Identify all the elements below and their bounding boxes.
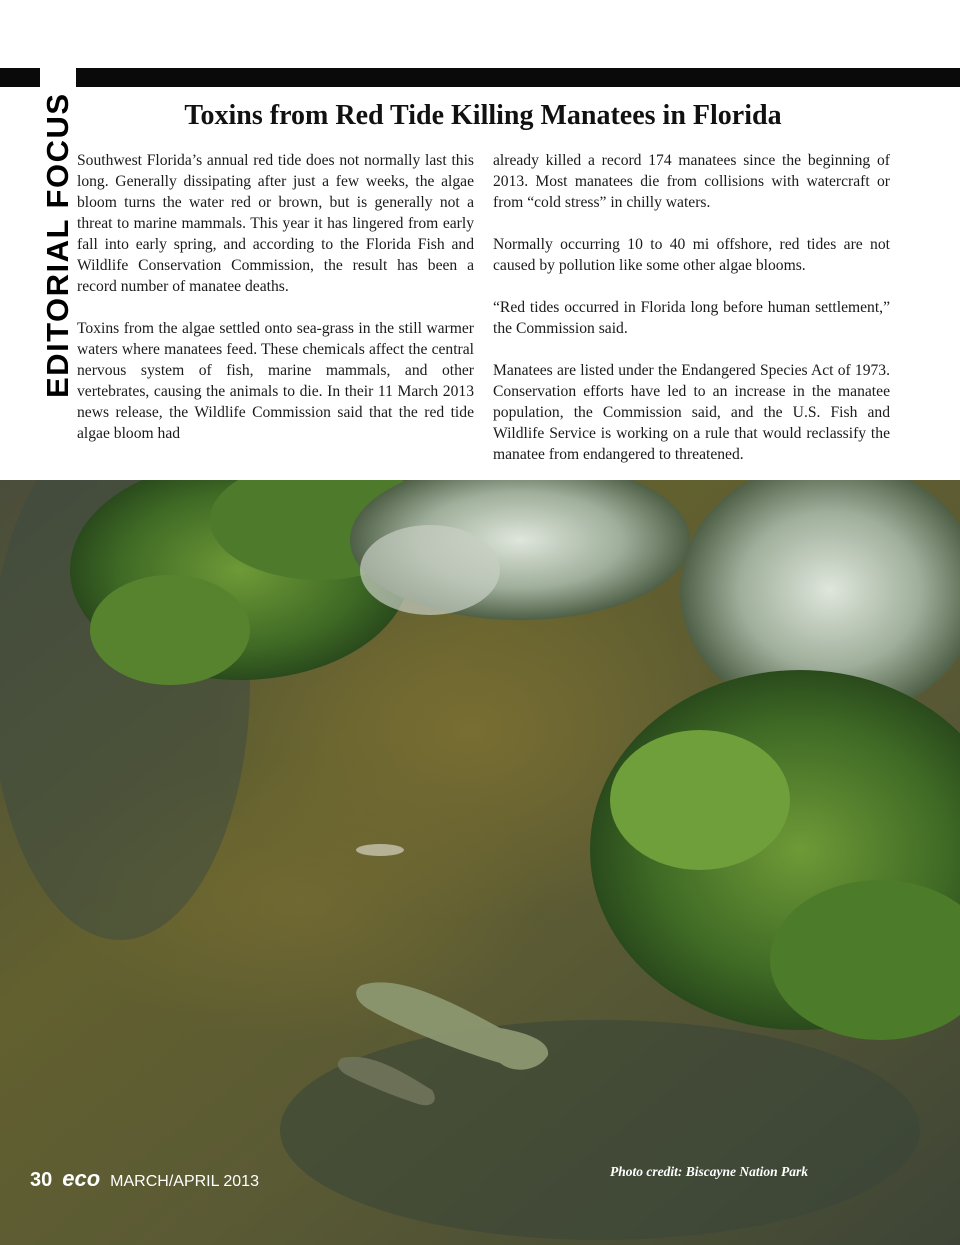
- issue-date: MARCH/APRIL 2013: [110, 1173, 259, 1190]
- paragraph: Normally occurring 10 to 40 mi offshore, red tides are not caused by pollution like some other algae blooms.: [493, 236, 890, 274]
- article-column-right: [493, 150, 890, 486]
- paragraph: Southwest Florida’s annual red tide does not normally last this long. Generally dissipating after just a few weeks, the algae bloom turns the water red or brown, but is generally not a threat to marine mammals. This year it has lingered from early fall into early spring, and according to the Florida Fish and Wildlife Conservation Commission, the result has been a record number of manatee deaths.: [77, 152, 474, 295]
- page-number: 30: [30, 1169, 53, 1191]
- manatee-aerial-photo: [0, 480, 960, 1245]
- paragraph: “Red tides occurred in Florida long before human settlement,” the Commission said.: [493, 299, 890, 337]
- magazine-logo: eco: [62, 1166, 101, 1191]
- page-footer: [30, 1166, 259, 1192]
- paragraph: Manatees are listed under the Endangered Species Act of 1973. Conservation efforts have led to an increase in the manatee population, the Commission said, and the U.S. Fish and Wildlife Service is working on a rule that would reclassify the manatee from endangered to threatened.: [493, 362, 890, 463]
- paragraph: already killed a record 174 manatees since the beginning of 2013. Most manatees die from collisions with watercraft or from “cold stress” in chilly waters.: [493, 152, 890, 211]
- paragraph: Toxins from the algae settled onto sea-grass in the still warmer waters where manatees feed. These chemicals affect the central nervous system of fish, marine mammals, and other vertebrates, causing the animals to die. In their 11 March 2013 news release, the Wildlife Commission said that the red tide algae bloom had: [77, 320, 474, 442]
- article-column-left: [77, 150, 474, 465]
- top-rule-bar: [0, 68, 960, 87]
- photo-credit: Photo credit: Biscayne Nation Park: [610, 1164, 808, 1179]
- headline: Toxins from Red Tide Killing Manatees in Florida: [184, 100, 782, 131]
- section-label: EDITORIAL FOCUS: [40, 32, 76, 402]
- photo-illustration: [0, 480, 960, 1245]
